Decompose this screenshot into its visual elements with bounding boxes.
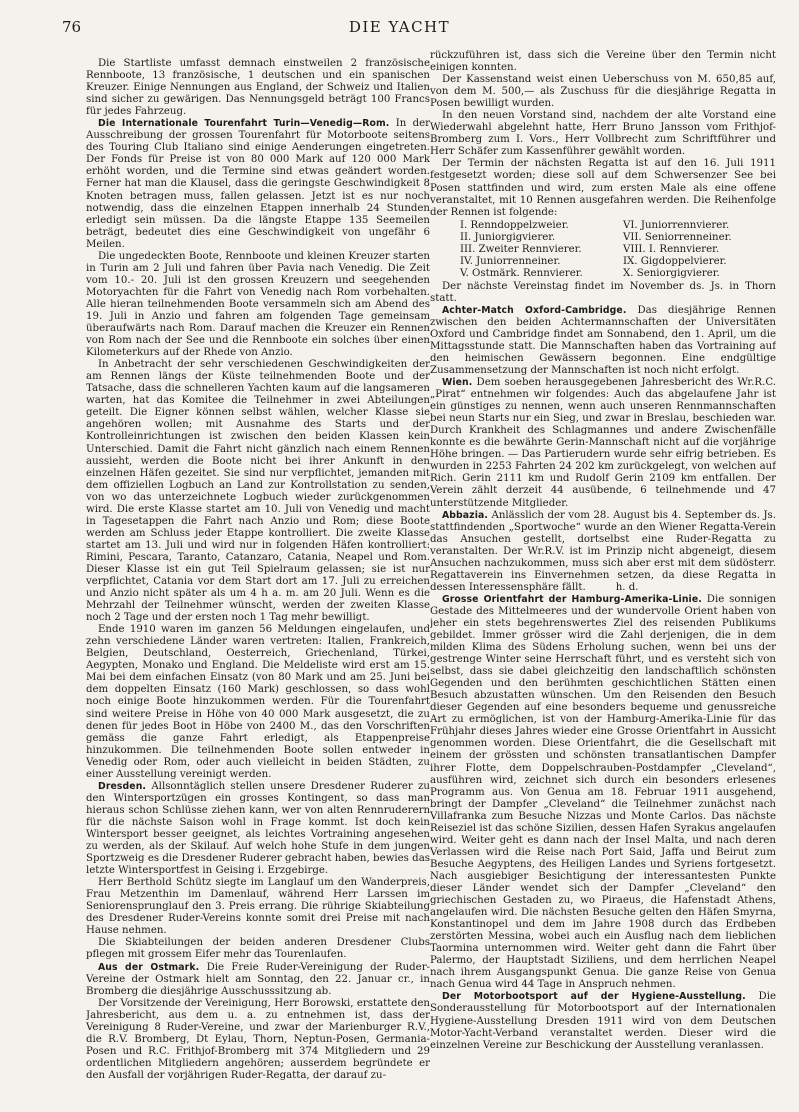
race-item: II. Juniorgigvierer. bbox=[460, 231, 556, 243]
page-number: 76 bbox=[62, 18, 82, 36]
section-heading: Wien. bbox=[442, 377, 473, 389]
article-paragraph bbox=[430, 991, 776, 1051]
race-item: I. Renndoppelzweier. bbox=[460, 219, 569, 231]
article-paragraph: Der Vorsitzende der Vereinigung, Herr Borowski, erstattete den Jahresbericht, aus dem u. a. zu entnehmen ist, dass der Vereinigung 8 Ruder-Vereine, und zwar der Marienburger R.V., die R.V. Bromberg, Dt Eylau, Thorn, Neptun-Posen, Germania-Posen und R.C. Frithjof-Bromberg mit 374 Mitgliedern und 29 ordentlichen Mitgliedern angehören; ausserdem begründete er den Ausfall der vorjährigen Ruder-Regatta, der darauf zu- bbox=[86, 997, 430, 1081]
article-paragraph: Die ungedeckten Boote, Rennboote und kleinen Kreuzer starten in Turin am 2 Juli und fahren über Pavia nach Venedig. Die Zeit vom 10.- 20. Juli ist den grossen Kreuzern und seegehenden Motoryachten für die Fahrt von Venedig nach Rom vorbehalten. Alle hieran teilnehmenden Boote versammeln sich am Abend des 19. Juli in Anzio und fahren am folgenden Tage gemeinsam überaufwärts nach Rom. Darauf machen die Kreuzer ein Rennen von Rom nach der See und die Rennboote ein solches über einen Kilometerkurs auf der Rhede von Anzio. bbox=[86, 250, 430, 359]
paragraph-text: Die Freie Ruder-Vereinigung der Ruder-Vereine der Ostmark hielt am Sonntag, den 22. Januar cr., in Bromberg die diesjährige Ausschusssitzung ab. bbox=[86, 961, 430, 997]
article-paragraph bbox=[86, 781, 430, 877]
section-heading: Abbazia. bbox=[442, 509, 488, 521]
article-paragraph: Ende 1910 waren im ganzen 56 Meldungen eingelaufen, und zehn verschiedene Länder waren vertreten: Italien, Frankreich, Belgien, Deutschland, Oesterreich, Griechenland, Türkei, Aegypten, Monako und England. Die Meldeliste wird erst am 15. Mai bei dem einfachen Einsatz (von 80 Mark und am 25. Juni bei dem doppelten Einsatz (160 Mark) geschlossen, so dass wohl noch einige Boote hinzukommen werden. Für die Tourenfahrt sind weitere Preise in Höhe von 40 000 Mark ausgesetzt, die zu denen für jedes Boot in Höbe von 2400 M., das den Vorschriften gemäss die ganze Fahrt erledigt, als Etappenpreise hinzukommen. Die teilnehmenden Boote sollen entweder in Venedig oder Rom, oder auch vielleicht in beiden Städten, zu einer Ausstellung vereinigt werden. bbox=[86, 624, 430, 780]
running-title: DIE YACHT bbox=[348, 18, 451, 36]
race-item: IX. Gigdoppelvierer. bbox=[623, 255, 727, 267]
paragraph-text: In der Ausschreibung der grossen Tourenfahrt für Motorboote seitens des Touring Club Italiano sind einige Aenderungen eingetreten. Der Fonds für Preise ist von 80 000 Mark auf 120 000 Mark erhöht worden, und die Termine sind etwas geändert worden. Ferner hat man die Klausel, dass die geringste Geschwindigkeit 8 Knoten betragen muss, fallen gelassen. Jetzt ist es nur noch notwendig, dass die einzelnen Etappen innerhalb 24 Stunden erledigt sein müssen. Da die längste Etappe 135 Seemeilen beträgt, bedeutet dies eine Geschwindigkeit von ungefähr 6 Meilen. bbox=[86, 118, 430, 250]
section-heading: Aus der Ostmark. bbox=[98, 961, 200, 973]
article-paragraph bbox=[430, 305, 776, 377]
paragraph-text: Dem soeben herausgegebenen Jahresbericht des Wr.R.C. „Pirat“ entnehmen wir folgendes: Auch das abgelaufene Jahr ist ein günstiges zu nennen, wenn auch unseren Rennmannschaften bei neun Starts nur ein Sieg, und zwar in Breslau, beschieden war. Durch Krankheit des Schlagmannes und andere Zwischenfälle konnte es die bewährte Gerin-Mannschaft nicht auf die vorjährige Höhe bringen. — Das Partierudern wurde sehr eifrig betrieben. Es wurden in 2253 Fahrten 24 202 km zurückgelegt, von welchen auf Rich. Gerin 2111 km und Rudolf Gerin 2109 km entfallen. Der Verein zählt derzeit 44 ausübende, 6 teilnehmende und 47 unterstützende Mitglieder. bbox=[430, 377, 776, 509]
section-heading: Die Internationale Tourenfahrt Turin—Venedig—Rom. bbox=[98, 118, 390, 130]
section-heading: Achter-Match Oxford-Cambridge. bbox=[442, 304, 627, 316]
section-heading: Der Motorbootsport auf der Hygiene-Ausstellung. bbox=[442, 991, 746, 1003]
article-paragraph bbox=[430, 377, 776, 510]
race-list bbox=[430, 220, 776, 280]
race-item: VIII. I. Rennvierer. bbox=[623, 243, 720, 255]
article-paragraph: Der Kassenstand weist einen Ueberschuss von M. 650,85 auf, von dem M. 500,— als Zuschuss für die diesjährige Regatta in Posen bewilligt wurden. bbox=[430, 74, 776, 110]
race-item: VI. Juniorrennvierer. bbox=[623, 219, 730, 231]
section-heading: Grosse Orientfahrt der Hamburg-Amerika-Linie. bbox=[442, 593, 702, 605]
article-paragraph bbox=[86, 118, 430, 251]
race-item: X. Seniorgigvierer. bbox=[623, 267, 720, 279]
paragraph-text: Allsonntäglich stellen unsere Dresdener Ruderer zu den Wintersportzügen ein grosses Kontingent, so dass man hieraus schon Schlüsse ziehen kann, wer von alten Rennruderern für die nächste Saison wohl in Frage kommt. Ist doch kein Wintersport besser geeignet, als leichtes Vortraining angesehen zu werden, als der Skilauf. Auf welch hohe Stufe in dem jungen Sportzweig es die Dresdener Ruderer gebracht haben, bewies das letzte Wintersportfest in Geising i. Erzgebirge. bbox=[86, 780, 430, 877]
article-paragraph: Die Skiabteilungen der beiden anderen Dresdener Clubs pflegen mit grossem Eifer mehr das Tourenlaufen. bbox=[86, 937, 430, 961]
article-paragraph: In Anbetracht der sehr verschiedenen Geschwindigkeiten der am Rennen längs der Küste teilnehmenden Boote und der Tatsache, dass die schnelleren Yachten kaum auf die langsameren warten, hat das Komitee die Teilnehmer in zwei Abteilungen geteilt. Die Eigner können selbst wählen, welcher Klasse sie angehören wollen; mit Ausnahme des Starts und der Kontrolleinrichtungen ist zwischen den beiden Klassen kein Unterschied. Damit die Fahrt nicht gänzlich nach einem Rennen aussieht, werden die Boote nicht bei ihrer Ankunft in den einzelnen Häfen gezeitet. Sie sind nur verpflichtet, jemanden mit dem offiziellen Logbuch an Land zur Kontrollstation zu senden, von wo das unterzeichnete Logbuch wieder zurückgenommen wird. Die erste Klasse startet am 10. Juli von Venedig und macht in Tagesetappen die Fahrt nach Anzio und Rom; diese Boote werden am Schluss jeder Etappe kontrolliert. Die zweite Klasse startet am 13. Juli und wird nur in folgenden Häfen kontrolliert: Rimini, Pescara, Taranto, Catanzaro, Catania, Neapel und Rom. Dieser Klasse ist ein gut Teil Spielraum gelassen; sie ist nur verpflichtet, Catania vor dem Start dort am 17. Juli zu erreichen und Anzio nicht später als um 4 h a. m. am 20 Juli. Wenn es die Mehrzahl der Teilnehmer wünscht, werden der zweiten Klasse noch 2 Tage und der ersten noch 1 Tag mehr bewilligt. bbox=[86, 359, 430, 624]
paragraph-text: Die Sonderausstellung für Motorbootsport auf der Internationalen Hygiene-Ausstellung Dresden 1911 wird von dem Deutschen Motor-Yacht-Verband veranstaltet werden. Dieser wird die einzelnen Vereine zur Beschickung der Ausstellung veranlassen. bbox=[430, 991, 776, 1051]
race-item: IV. Juniorrenneiner. bbox=[460, 255, 561, 267]
race-item: V. Ostmärk. Rennvierer. bbox=[460, 267, 583, 279]
left-column bbox=[86, 58, 430, 1100]
article-paragraph bbox=[430, 594, 776, 992]
race-item: VII. Seniorrenneiner. bbox=[623, 231, 732, 243]
article-paragraph: In den neuen Vorstand sind, nachdem der alte Vorstand eine Wiederwahl abgelehnt hatte, Herr Bruno Jansson vom Frithjof-Bromberg zum I. Vors., Herr Vollbrecht zum Schriftführer und Herr Schäfer zum Kassenführer gewählt worden. bbox=[430, 110, 776, 158]
paragraph-text: Die sonnigen Gestade des Mittelmeeres und der wundervolle Orient haben von jeher ein stets begehrenswertes Ziel des reisenden Publikums gebildet. Immer grösser wird die Zahl derjenigen, die in dem milden Klima des Südens Erholung suchen, wenn bei uns der gestrenge Winter seine Herrschaft führt, und es versteht sich von selbst, dass sie dabei gleichzeitig den landschaftlich schönsten Gegenden und den berühmten geschichtlichen Stätten einen Besuch abzustatten wünschen. Um den Reisenden den Besuch dieser Gegenden auf eine besonders bequeme und genussreiche Art zu ermöglichen, ist von der Hamburg-Amerika-Linie für das Frühjahr dieses Jahres wieder eine Grosse Orientfahrt in Aussicht genommen worden. Diese Orientfahrt, die die Gesellschaft mit einem der grössten und schönsten transatlantischen Dampfer ihrer Flotte, dem Doppelschrauben-Postdampfer „Cleveland“, ausführen wird, zeichnet sich durch ein besonders erlesenes Programm aus. Von Genua am 18. Februar 1911 ausgehend, bringt der Dampfer „Cleveland“ die Teilnehmer zunächst nach Villafranka zum Besuche Nizzas und Monte Carlos. Das nächste Reiseziel ist das schöne Sizilien, dessen Hafen Syrakus angelaufen wird. Weiter geht es dann nach der Insel Malta, und nach deren Verlassen wird die Reise nach Port Said, Jaffa und Beirut zum Besuche Aegyptens, des Heiligen Landes und Syriens fortgesetzt. Nach ausgiebiger Besichtigung der interessantesten Punkte dieser Länder wendet sich der Dampfer „Cleveland“ den griechischen Gestaden zu, wo Piraeus, die Hafenstadt Athens, angelaufen wird. Die nächsten Besuche gelten den Häfen Smyrna, Konstantinopel und dem im Jahre 1908 durch das Erdbeben zerstörten Messina, wobei auch ein Ausflug nach dem lieblichen Taormina unternommen wird. Weiter geht dann die Fahrt über Palermo, der Hauptstadt Siziliens, und dem herrlichen Neapel nach ihrem Ausgangspunkt Genua. Die ganze Reise von Genua nach Genua wird 44 Tage in Anspruch nehmen. bbox=[430, 593, 776, 991]
author-signature: h. d. bbox=[615, 581, 639, 593]
article-paragraph: Die Startliste umfasst demnach einstweilen 2 französische Rennboote, 13 französische, 1 deutschen und ein spanischen Kreuzer. Einige Nennungen aus England, der Schweiz und Italien sind sicher zu gewärigen. Das Nennungsgeld beträgt 100 Francs für jedes Fahrzeug. bbox=[86, 58, 430, 118]
paragraph-text: Anlässlich der vom 28. August bis 4. September ds. Js. stattfindenden „Sportwoche“ wurde an den Wiener Regatta-Verein das Ansuchen gestellt, dortselbst eine Ruder-Regatta zu veranstalten. Der Wr.R.V. ist im Prinzip nicht abgeneigt, diesem Ansuchen nachzukommen, muss sich aber erst mit dem südösterr. Regattaverein ins Einvernehmen setzen, da diese Regatta in dessen Interessensphäre fällt. bbox=[430, 509, 776, 593]
article-paragraph: rückzuführen ist, dass sich die Vereine über den Termin nicht einigen konnten. bbox=[430, 50, 776, 74]
article-paragraph bbox=[86, 962, 430, 998]
right-column bbox=[430, 50, 776, 1102]
article-paragraph: Der Termin der nächsten Regatta ist auf den 16. Juli 1911 festgesetzt worden; diese soll auf dem Schwersenzer See bei Posen stattfinden und wird, zum ersten Male als eine offene veranstaltet, mit 10 Rennen ausgefahren werden. Die Reihenfolge der Rennen ist folgende: bbox=[430, 158, 776, 218]
article-paragraph bbox=[430, 510, 776, 594]
section-heading: Dresden. bbox=[98, 780, 147, 792]
article-paragraph: Der nächste Vereinstag findet im November ds. Js. in Thorn statt. bbox=[430, 280, 776, 304]
paragraph-text: Das diesjährige Rennen zwischen den beiden Achtermannschaften der Universitäten Oxford und Cambridge findet am Sonnabend, den 1. April, um die Mittagsstunde statt. Die Mannschaften haben das Vortraining auf den heimischen Gewässern begonnen. Eine endgültige Zusammensetzung der Mannschaften ist noch nicht erfolgt. bbox=[430, 304, 776, 376]
race-item: III. Zweiter Rennvierer. bbox=[460, 243, 582, 255]
article-paragraph: Herr Berthold Schütz siegte im Langlauf um den Wanderpreis, Frau Metzenthin im Damenlauf, während Herr Larssen im Seniorensprunglauf den 3. Preis errang. Die rührige Skiabteilung des Dresdener Ruder-Vereins konnte somit drei Preise mit nach Hause nehmen. bbox=[86, 877, 430, 937]
